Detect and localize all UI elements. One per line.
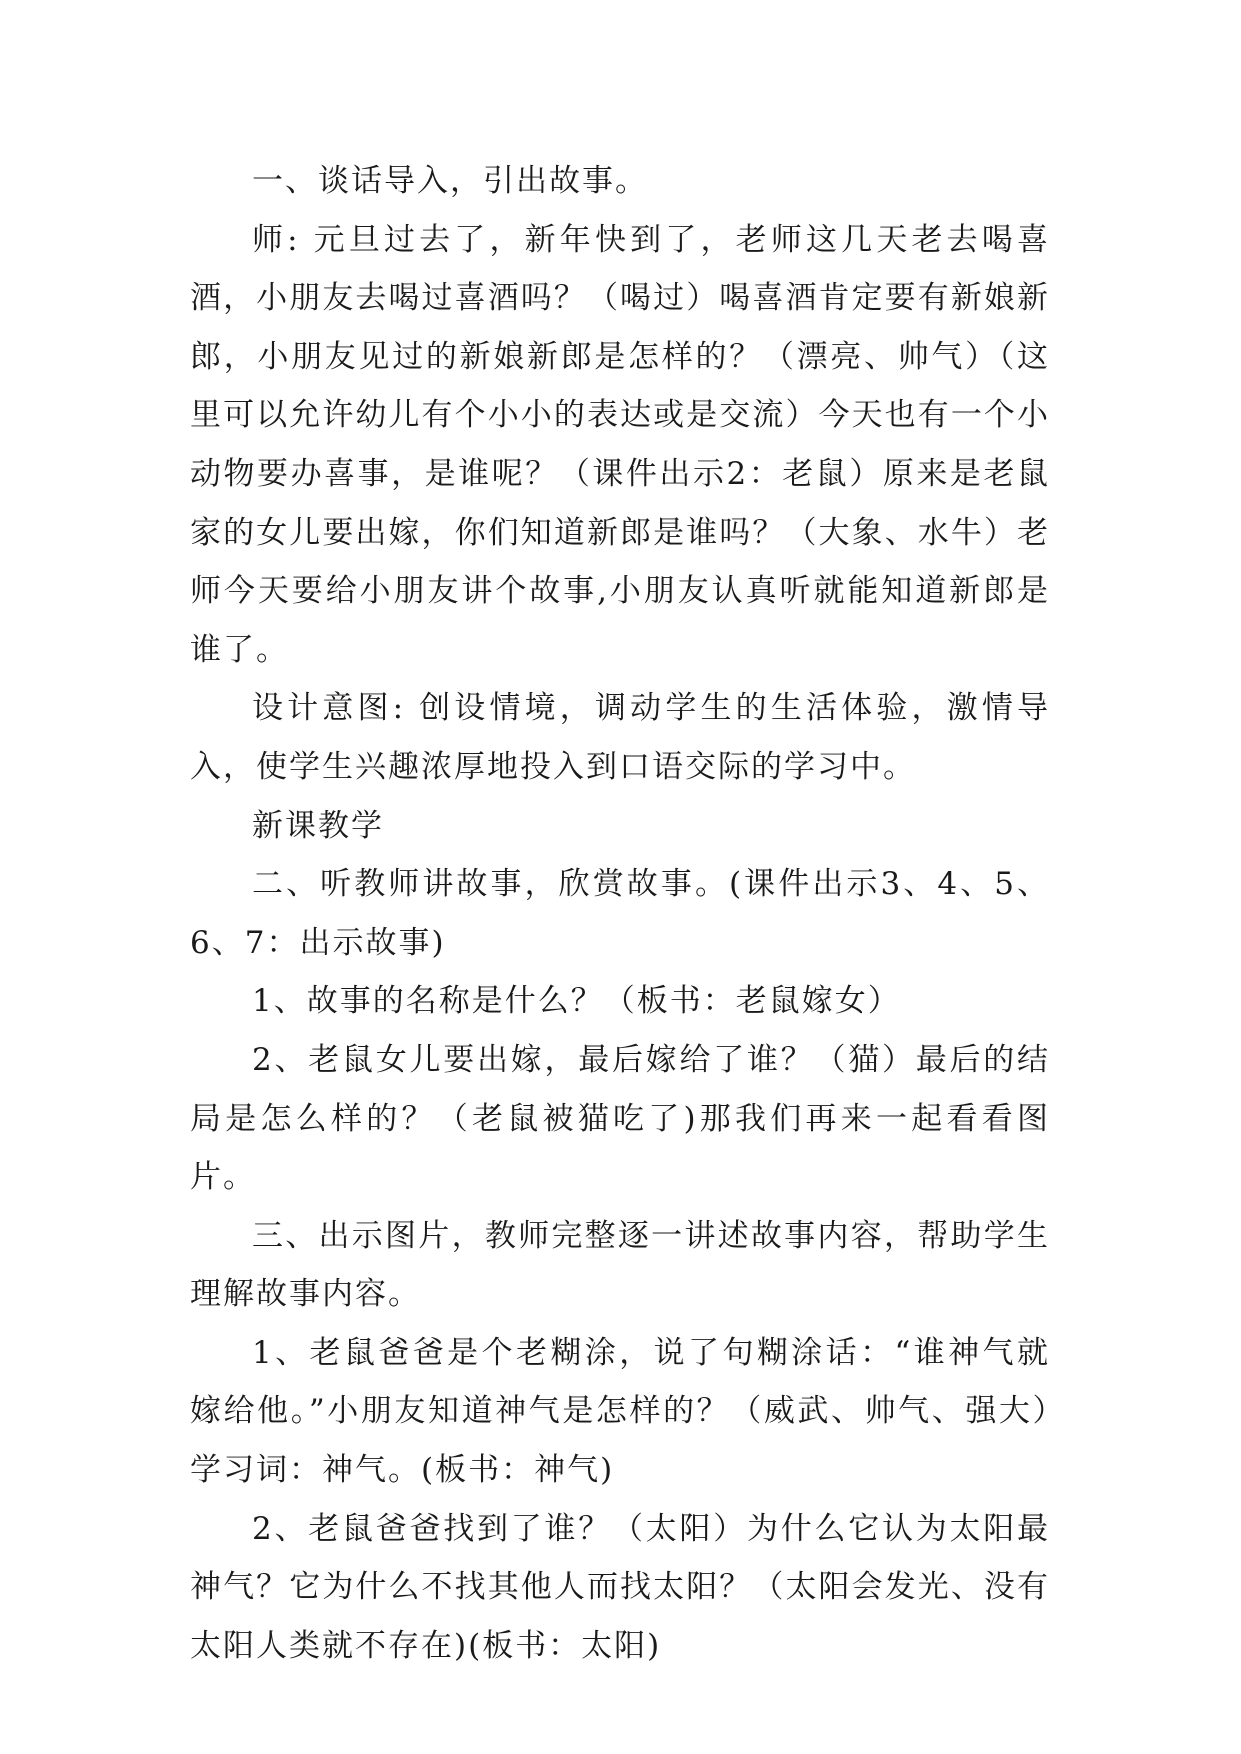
paragraph-section-two-heading: 二、听教师讲故事，欣赏故事。(课件出示3、4、5、6、7：出示故事) bbox=[190, 866, 1050, 961]
paragraph-new-lesson-heading: 新课教学 bbox=[252, 807, 384, 844]
paragraph-intro-heading: 一、谈话导入，引出故事。 bbox=[252, 163, 648, 199]
paragraph-section-three-heading: 三、出示图片，教师完整逐一讲述故事内容，帮助学生理解故事内容。 bbox=[190, 1217, 1050, 1313]
paragraph-teacher-dialogue: 师: 元旦过去了，新年快到了，老师这几天老去喝喜酒，小朋友去喝过喜酒吗？（喝过）喝喜酒肯定要有新娘新郎，小朋友见过的新娘新郎是怎样的？（漂亮、帅气）（这里可以允许幼儿有个小小的表达或是交流）今天也有一个小动物要办喜事，是谁呢？（课件出示2：老鼠）原来是老鼠家的女儿要出嫁，你们知道新郎是谁吗？（大象、水牛）老师今天要给小朋友讲个故事,小朋友认真听就能知道新郎是谁了。 bbox=[190, 221, 1050, 668]
paragraph-point-one: 1、老鼠爸爸是个老糊涂，说了句糊涂话：“谁神气就嫁给他。”小朋友知道神气是怎样的？（威武、帅气、强大）学习词：神气。(板书：神气) bbox=[190, 1334, 1050, 1489]
paragraph-question-two: 2、老鼠女儿要出嫁，最后嫁给了谁？（猫）最后的结局是怎么样的？（老鼠被猫吃了)那我们再来一起看看图片。 bbox=[190, 1041, 1050, 1196]
paragraph-design-intent: 设计意图: 创设情境，调动学生的生活体验，激情导入，使学生兴趣浓厚地投入到口语交际的学习中。 bbox=[190, 690, 1050, 785]
document-body bbox=[190, 152, 1050, 1675]
paragraph-question-one: 1、故事的名称是什么？（板书：老鼠嫁女） bbox=[252, 983, 901, 1020]
paragraph-point-two: 2、老鼠爸爸找到了谁？（太阳）为什么它认为太阳最神气？它为什么不找其他人而找太阳？（太阳会发光、没有太阳人类就不存在)(板书：太阳) bbox=[190, 1510, 1050, 1664]
